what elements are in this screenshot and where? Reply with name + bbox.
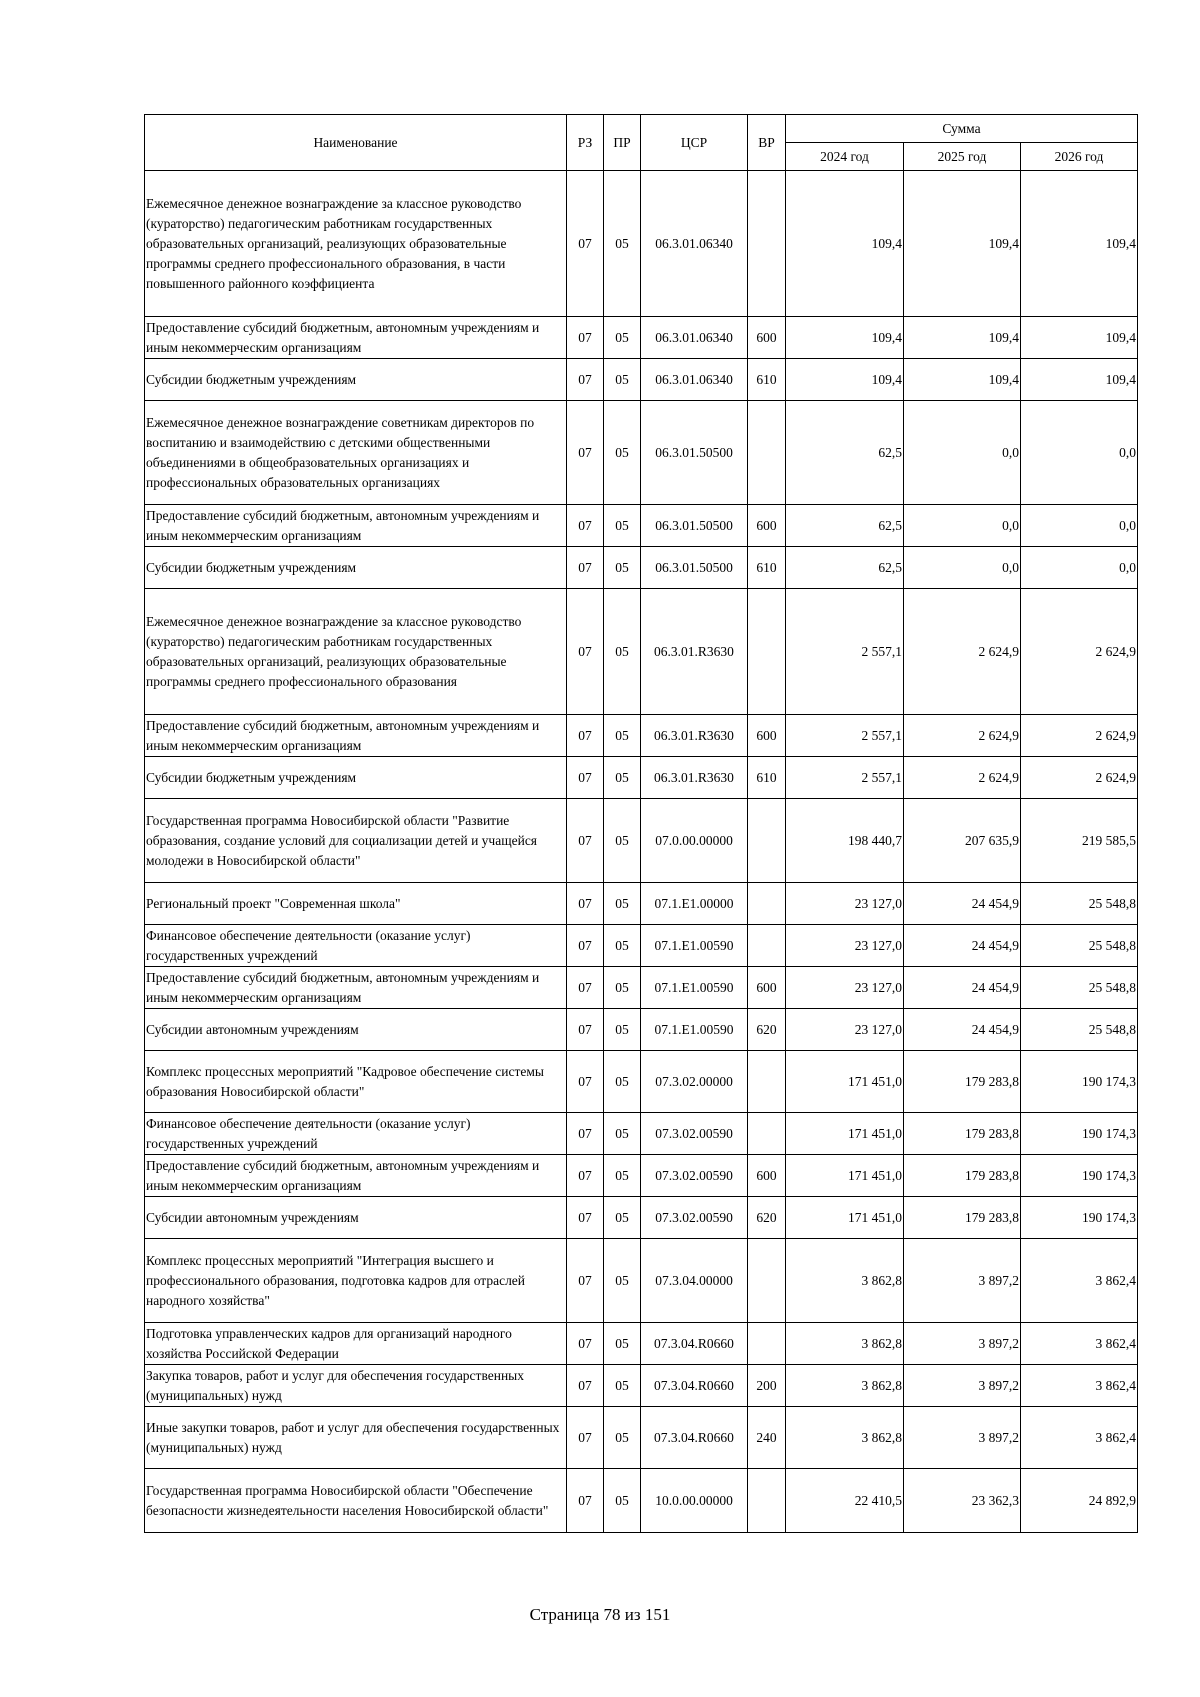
- cell-2025: 0,0: [904, 401, 1021, 505]
- cell-2026: 25 548,8: [1021, 925, 1138, 967]
- cell-csr: 07.3.02.00590: [641, 1113, 748, 1155]
- cell-pr: 05: [604, 401, 641, 505]
- cell-2026: 25 548,8: [1021, 1009, 1138, 1051]
- cell-2024: 3 862,8: [786, 1323, 904, 1365]
- cell-name: Субсидии бюджетным учреждениям: [145, 547, 567, 589]
- cell-2026: 109,4: [1021, 317, 1138, 359]
- cell-pr: 05: [604, 1239, 641, 1323]
- cell-csr: 06.3.01.R3630: [641, 589, 748, 715]
- cell-2025: 179 283,8: [904, 1051, 1021, 1113]
- cell-pr: 05: [604, 589, 641, 715]
- cell-pr: 05: [604, 1113, 641, 1155]
- cell-2024: 198 440,7: [786, 799, 904, 883]
- cell-rz: 07: [567, 1051, 604, 1113]
- cell-pr: 05: [604, 757, 641, 799]
- cell-vr: 610: [748, 359, 786, 401]
- cell-rz: 07: [567, 799, 604, 883]
- cell-pr: 05: [604, 359, 641, 401]
- cell-2026: 0,0: [1021, 505, 1138, 547]
- cell-name: Финансовое обеспечение деятельности (оказание услуг) государственных учреждений: [145, 1113, 567, 1155]
- cell-csr: 07.1.E1.00000: [641, 883, 748, 925]
- cell-2026: 24 892,9: [1021, 1469, 1138, 1533]
- cell-2024: 3 862,8: [786, 1239, 904, 1323]
- table-row: [145, 925, 1138, 967]
- cell-name: Предоставление субсидий бюджетным, автономным учреждениям и иным некоммерческим организациям: [145, 715, 567, 757]
- cell-vr: 240: [748, 1407, 786, 1469]
- table-row: [145, 1197, 1138, 1239]
- cell-csr: 06.3.01.50500: [641, 505, 748, 547]
- cell-name: Субсидии автономным учреждениям: [145, 1009, 567, 1051]
- cell-csr: 07.3.02.00000: [641, 1051, 748, 1113]
- table-row: [145, 505, 1138, 547]
- cell-2025: 179 283,8: [904, 1197, 1021, 1239]
- cell-2024: 109,4: [786, 171, 904, 317]
- header-row: [145, 115, 1138, 143]
- table-row: [145, 757, 1138, 799]
- cell-2026: 219 585,5: [1021, 799, 1138, 883]
- cell-csr: 06.3.01.R3630: [641, 715, 748, 757]
- cell-2026: 3 862,4: [1021, 1365, 1138, 1407]
- cell-2026: 2 624,9: [1021, 715, 1138, 757]
- cell-pr: 05: [604, 883, 641, 925]
- cell-2026: 3 862,4: [1021, 1323, 1138, 1365]
- cell-name: Закупка товаров, работ и услуг для обеспечения государственных (муниципальных) нужд: [145, 1365, 567, 1407]
- table-row: [145, 1009, 1138, 1051]
- cell-csr: 06.3.01.06340: [641, 317, 748, 359]
- cell-rz: 07: [567, 317, 604, 359]
- cell-2024: 2 557,1: [786, 589, 904, 715]
- cell-2025: 24 454,9: [904, 883, 1021, 925]
- table-row: [145, 1407, 1138, 1469]
- cell-rz: 07: [567, 1323, 604, 1365]
- cell-rz: 07: [567, 925, 604, 967]
- cell-csr: 07.3.02.00590: [641, 1197, 748, 1239]
- cell-2025: 24 454,9: [904, 925, 1021, 967]
- cell-2026: 190 174,3: [1021, 1113, 1138, 1155]
- cell-2025: 2 624,9: [904, 715, 1021, 757]
- cell-pr: 05: [604, 1407, 641, 1469]
- table-row: [145, 547, 1138, 589]
- cell-2024: 2 557,1: [786, 715, 904, 757]
- cell-2026: 2 624,9: [1021, 757, 1138, 799]
- cell-2026: 190 174,3: [1021, 1155, 1138, 1197]
- budget-table: [144, 114, 1138, 1533]
- cell-pr: 05: [604, 925, 641, 967]
- cell-name: Государственная программа Новосибирской области "Развитие образования, создание условий для социализации детей и учащейся молодежи в Новосибирской области": [145, 799, 567, 883]
- cell-2024: 23 127,0: [786, 883, 904, 925]
- cell-rz: 07: [567, 1365, 604, 1407]
- cell-rz: 07: [567, 1239, 604, 1323]
- page-number: Страница 78 из 151: [529, 1605, 671, 1624]
- cell-2025: 0,0: [904, 505, 1021, 547]
- cell-2026: 109,4: [1021, 359, 1138, 401]
- cell-2024: 171 451,0: [786, 1051, 904, 1113]
- table-row: [145, 589, 1138, 715]
- cell-vr: [748, 799, 786, 883]
- cell-2024: 23 127,0: [786, 967, 904, 1009]
- cell-name: Комплекс процессных мероприятий "Интеграция высшего и профессионального образования, подготовка кадров для отраслей народного хозяйства": [145, 1239, 567, 1323]
- cell-2024: 3 862,8: [786, 1407, 904, 1469]
- cell-2026: 25 548,8: [1021, 883, 1138, 925]
- cell-2024: 3 862,8: [786, 1365, 904, 1407]
- cell-2024: 62,5: [786, 505, 904, 547]
- cell-2026: 3 862,4: [1021, 1239, 1138, 1323]
- cell-2025: 109,4: [904, 171, 1021, 317]
- cell-csr: 07.1.E1.00590: [641, 925, 748, 967]
- cell-2024: 62,5: [786, 547, 904, 589]
- cell-pr: 05: [604, 715, 641, 757]
- cell-name: Региональный проект "Современная школа": [145, 883, 567, 925]
- table-row: [145, 1155, 1138, 1197]
- cell-csr: 10.0.00.00000: [641, 1469, 748, 1533]
- cell-2025: 109,4: [904, 317, 1021, 359]
- cell-vr: 620: [748, 1009, 786, 1051]
- cell-2026: 0,0: [1021, 547, 1138, 589]
- cell-pr: 05: [604, 1365, 641, 1407]
- header-year-2024: 2024 год: [786, 143, 904, 171]
- cell-rz: 07: [567, 505, 604, 547]
- cell-rz: 07: [567, 401, 604, 505]
- table-row: [145, 1365, 1138, 1407]
- cell-vr: 600: [748, 505, 786, 547]
- cell-rz: 07: [567, 589, 604, 715]
- cell-name: Финансовое обеспечение деятельности (оказание услуг) государственных учреждений: [145, 925, 567, 967]
- table-row: [145, 799, 1138, 883]
- cell-2025: 179 283,8: [904, 1155, 1021, 1197]
- cell-vr: [748, 1051, 786, 1113]
- header-name: Наименование: [145, 115, 567, 171]
- cell-csr: 06.3.01.50500: [641, 547, 748, 589]
- cell-name: Предоставление субсидий бюджетным, автономным учреждениям и иным некоммерческим организациям: [145, 1155, 567, 1197]
- cell-csr: 07.1.E1.00590: [641, 967, 748, 1009]
- cell-name: Подготовка управленческих кадров для организаций народного хозяйства Российской Федерации: [145, 1323, 567, 1365]
- cell-name: Предоставление субсидий бюджетным, автономным учреждениям и иным некоммерческим организациям: [145, 317, 567, 359]
- cell-rz: 07: [567, 359, 604, 401]
- cell-vr: 600: [748, 967, 786, 1009]
- cell-pr: 05: [604, 1009, 641, 1051]
- cell-rz: 07: [567, 547, 604, 589]
- cell-pr: 05: [604, 1051, 641, 1113]
- cell-csr: 07.1.E1.00590: [641, 1009, 748, 1051]
- cell-csr: 07.3.04.R0660: [641, 1365, 748, 1407]
- cell-rz: 07: [567, 1469, 604, 1533]
- cell-2025: 109,4: [904, 359, 1021, 401]
- table-row: [145, 171, 1138, 317]
- cell-csr: 07.3.02.00590: [641, 1155, 748, 1197]
- header-year-2025: 2025 год: [904, 143, 1021, 171]
- header-sum: Сумма: [786, 115, 1138, 143]
- cell-pr: 05: [604, 1323, 641, 1365]
- cell-name: Субсидии бюджетным учреждениям: [145, 359, 567, 401]
- cell-vr: 600: [748, 317, 786, 359]
- cell-name: Субсидии бюджетным учреждениям: [145, 757, 567, 799]
- cell-2024: 23 127,0: [786, 925, 904, 967]
- cell-2024: 171 451,0: [786, 1155, 904, 1197]
- cell-pr: 05: [604, 1155, 641, 1197]
- table-row: [145, 401, 1138, 505]
- cell-vr: [748, 1469, 786, 1533]
- cell-2026: 190 174,3: [1021, 1197, 1138, 1239]
- table-row: [145, 883, 1138, 925]
- header-year-2026: 2026 год: [1021, 143, 1138, 171]
- cell-csr: 07.3.04.00000: [641, 1239, 748, 1323]
- cell-name: Иные закупки товаров, работ и услуг для обеспечения государственных (муниципальных) нужд: [145, 1407, 567, 1469]
- cell-pr: 05: [604, 967, 641, 1009]
- table-header: [145, 115, 1138, 171]
- cell-vr: [748, 401, 786, 505]
- cell-2025: 207 635,9: [904, 799, 1021, 883]
- cell-vr: [748, 1239, 786, 1323]
- cell-vr: [748, 171, 786, 317]
- cell-vr: 200: [748, 1365, 786, 1407]
- cell-2025: 23 362,3: [904, 1469, 1021, 1533]
- table-row: [145, 1323, 1138, 1365]
- cell-2024: 22 410,5: [786, 1469, 904, 1533]
- cell-2024: 109,4: [786, 317, 904, 359]
- cell-2025: 0,0: [904, 547, 1021, 589]
- cell-csr: 07.3.04.R0660: [641, 1407, 748, 1469]
- cell-csr: 07.0.00.00000: [641, 799, 748, 883]
- cell-2024: 171 451,0: [786, 1113, 904, 1155]
- cell-2024: 2 557,1: [786, 757, 904, 799]
- cell-rz: 07: [567, 1155, 604, 1197]
- cell-rz: 07: [567, 1009, 604, 1051]
- cell-2025: 179 283,8: [904, 1113, 1021, 1155]
- cell-2025: 3 897,2: [904, 1239, 1021, 1323]
- cell-csr: 07.3.04.R0660: [641, 1323, 748, 1365]
- table-row: [145, 359, 1138, 401]
- cell-2025: 3 897,2: [904, 1323, 1021, 1365]
- cell-2026: 2 624,9: [1021, 589, 1138, 715]
- header-rz: РЗ: [567, 115, 604, 171]
- cell-rz: 07: [567, 967, 604, 1009]
- cell-vr: [748, 1113, 786, 1155]
- table-row: [145, 1051, 1138, 1113]
- cell-csr: 06.3.01.06340: [641, 359, 748, 401]
- cell-vr: 600: [748, 715, 786, 757]
- cell-2026: 0,0: [1021, 401, 1138, 505]
- cell-vr: [748, 883, 786, 925]
- cell-pr: 05: [604, 1469, 641, 1533]
- cell-pr: 05: [604, 1197, 641, 1239]
- cell-vr: 610: [748, 757, 786, 799]
- cell-2025: 24 454,9: [904, 1009, 1021, 1051]
- cell-vr: [748, 589, 786, 715]
- cell-2024: 62,5: [786, 401, 904, 505]
- table-row: [145, 317, 1138, 359]
- cell-2025: 2 624,9: [904, 589, 1021, 715]
- table-row: [145, 1239, 1138, 1323]
- cell-pr: 05: [604, 505, 641, 547]
- table-row: [145, 715, 1138, 757]
- cell-name: Предоставление субсидий бюджетным, автономным учреждениям и иным некоммерческим организациям: [145, 505, 567, 547]
- header-vr: ВР: [748, 115, 786, 171]
- cell-csr: 06.3.01.06340: [641, 171, 748, 317]
- cell-vr: [748, 1323, 786, 1365]
- cell-2024: 171 451,0: [786, 1197, 904, 1239]
- cell-2026: 25 548,8: [1021, 967, 1138, 1009]
- cell-name: Ежемесячное денежное вознаграждение за классное руководство (кураторство) педагогическим работникам государственных образовательных организаций, реализующих образовательные программы среднего профессионального образования, в части повышенного районного коэффициента: [145, 171, 567, 317]
- cell-2025: 3 897,2: [904, 1407, 1021, 1469]
- cell-name: Предоставление субсидий бюджетным, автономным учреждениям и иным некоммерческим организациям: [145, 967, 567, 1009]
- cell-2025: 24 454,9: [904, 967, 1021, 1009]
- table-body: [145, 171, 1138, 1533]
- cell-csr: 06.3.01.R3630: [641, 757, 748, 799]
- cell-csr: 06.3.01.50500: [641, 401, 748, 505]
- cell-pr: 05: [604, 547, 641, 589]
- cell-name: Ежемесячное денежное вознаграждение за классное руководство (кураторство) педагогическим работникам государственных образовательных организаций, реализующих образовательные программы среднего профессионального образования: [145, 589, 567, 715]
- cell-rz: 07: [567, 715, 604, 757]
- cell-rz: 07: [567, 171, 604, 317]
- header-pr: ПР: [604, 115, 641, 171]
- cell-2026: 190 174,3: [1021, 1051, 1138, 1113]
- cell-vr: [748, 925, 786, 967]
- header-csr: ЦСР: [641, 115, 748, 171]
- cell-vr: 620: [748, 1197, 786, 1239]
- cell-vr: 610: [748, 547, 786, 589]
- cell-name: Государственная программа Новосибирской области "Обеспечение безопасности жизнедеятельности населения Новосибирской области": [145, 1469, 567, 1533]
- cell-pr: 05: [604, 171, 641, 317]
- cell-name: Субсидии автономным учреждениям: [145, 1197, 567, 1239]
- cell-2024: 23 127,0: [786, 1009, 904, 1051]
- cell-2025: 3 897,2: [904, 1365, 1021, 1407]
- cell-rz: 07: [567, 1113, 604, 1155]
- cell-2026: 109,4: [1021, 171, 1138, 317]
- cell-pr: 05: [604, 317, 641, 359]
- table-row: [145, 1469, 1138, 1533]
- cell-rz: 07: [567, 1407, 604, 1469]
- cell-pr: 05: [604, 799, 641, 883]
- cell-rz: 07: [567, 1197, 604, 1239]
- table-row: [145, 1113, 1138, 1155]
- table-row: [145, 967, 1138, 1009]
- cell-rz: 07: [567, 757, 604, 799]
- cell-vr: 600: [748, 1155, 786, 1197]
- cell-2024: 109,4: [786, 359, 904, 401]
- cell-2025: 2 624,9: [904, 757, 1021, 799]
- cell-rz: 07: [567, 883, 604, 925]
- cell-name: Комплекс процессных мероприятий "Кадровое обеспечение системы образования Новосибирской области": [145, 1051, 567, 1113]
- cell-2026: 3 862,4: [1021, 1407, 1138, 1469]
- cell-name: Ежемесячное денежное вознаграждение советникам директоров по воспитанию и взаимодействию с детскими общественными объединениями в общеобразовательных организациях и профессиональных образовательных организациях: [145, 401, 567, 505]
